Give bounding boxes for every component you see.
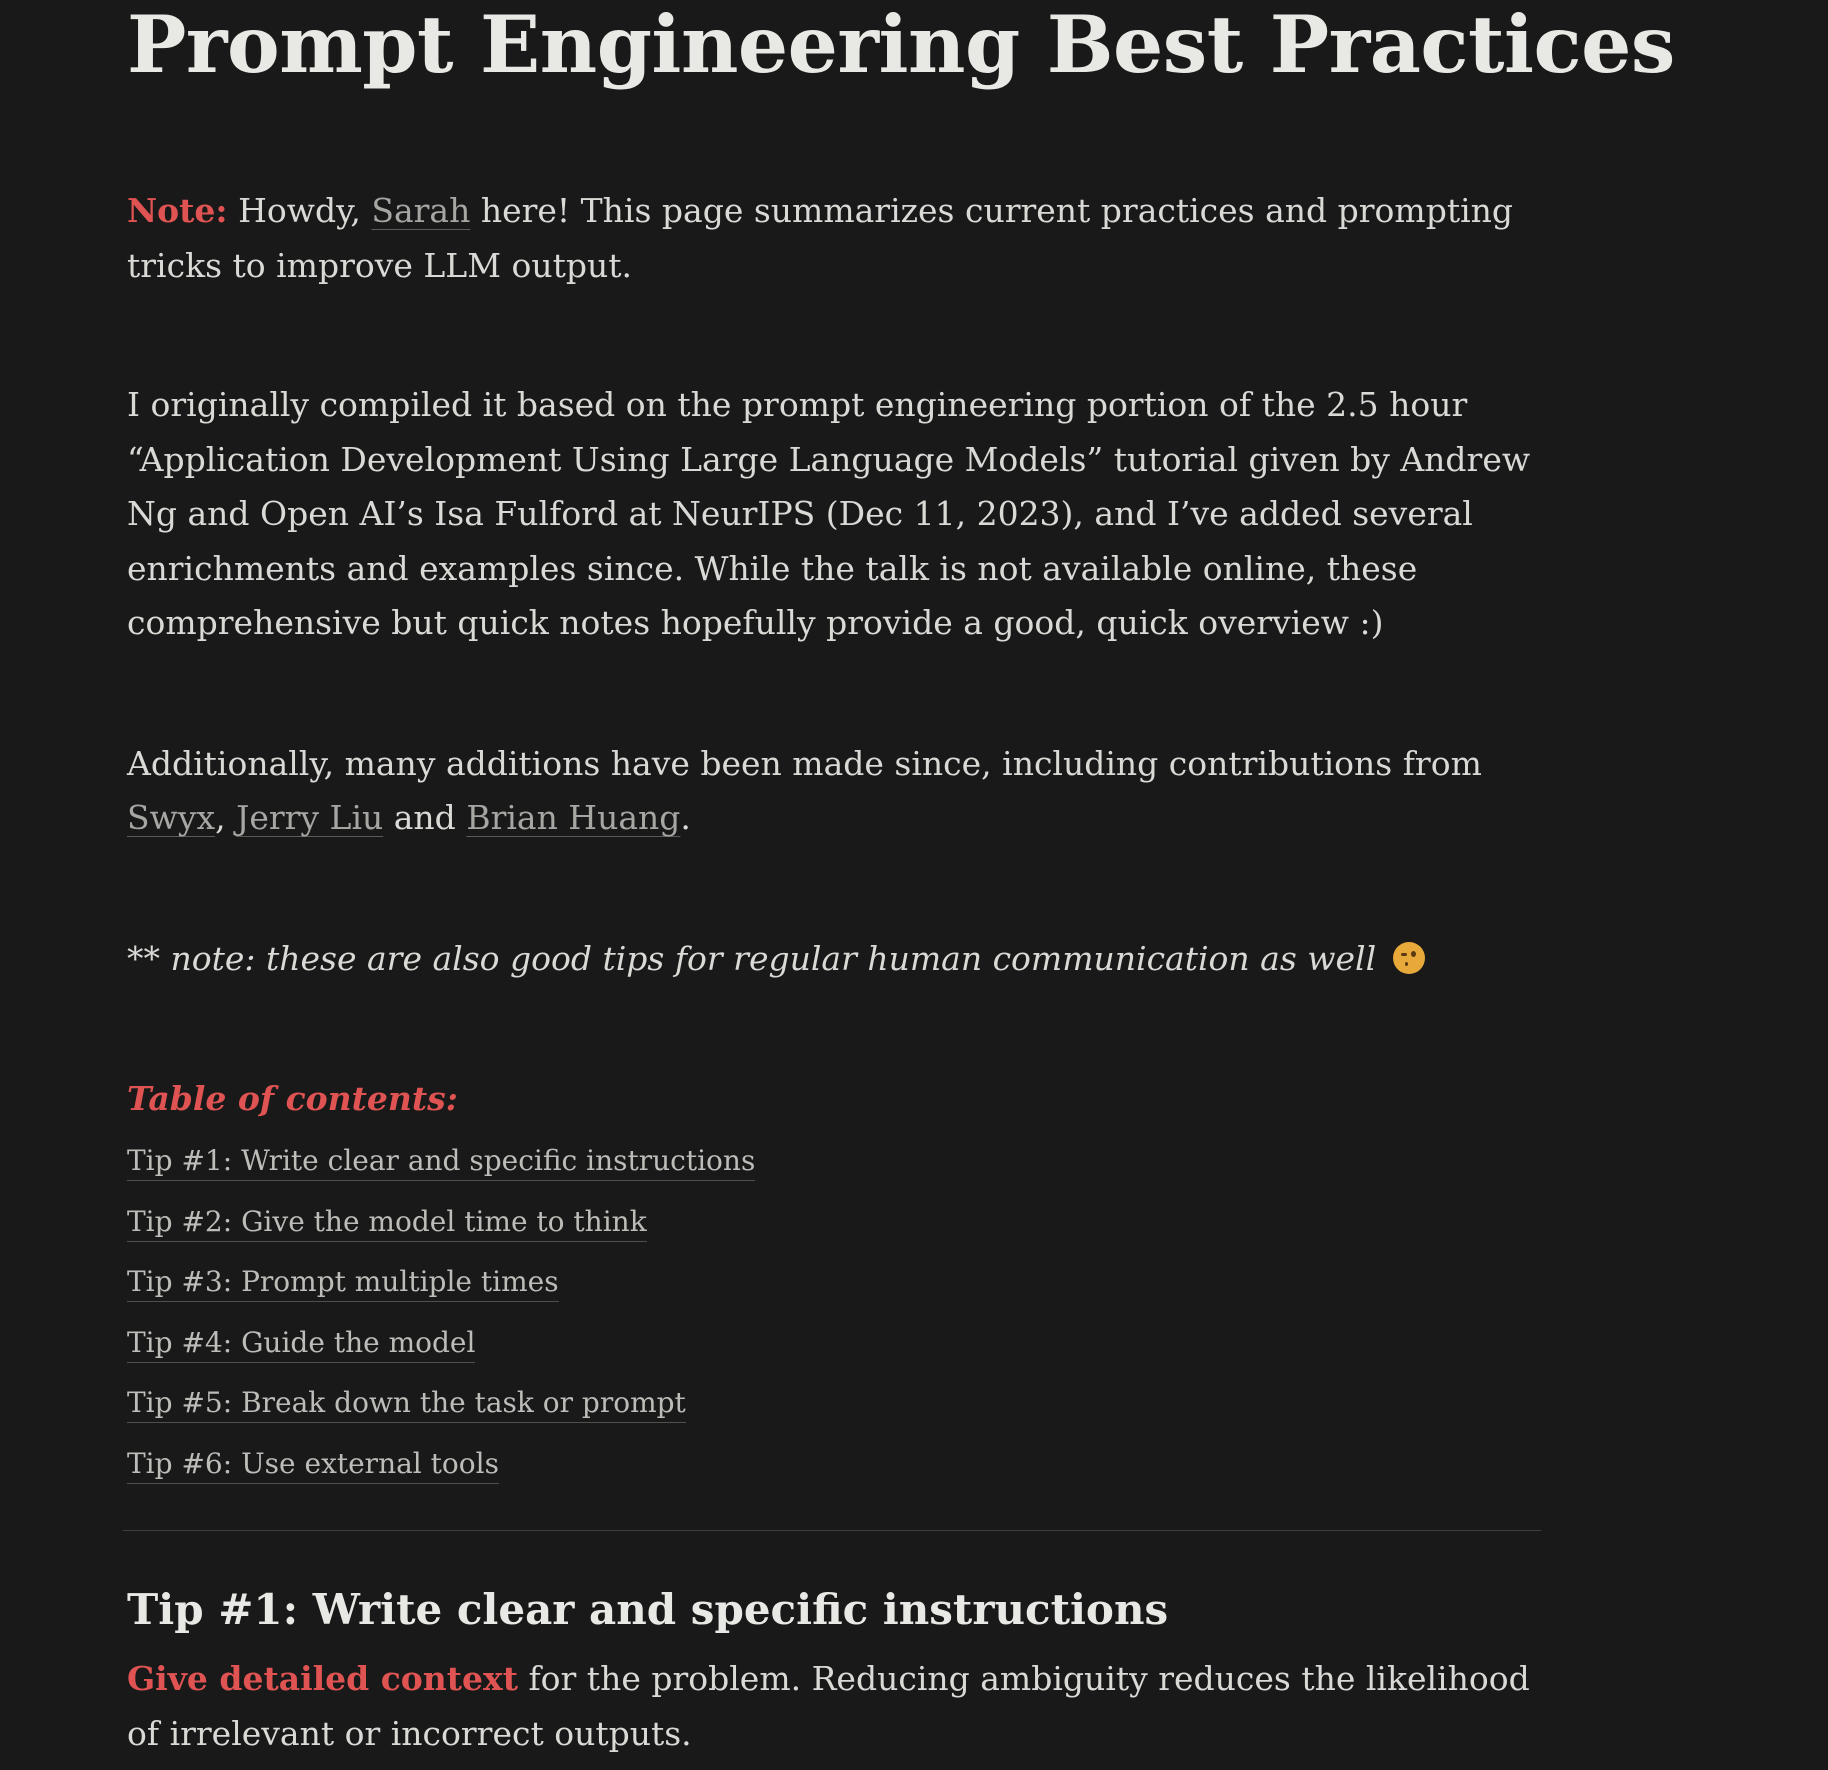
- toc-link-tip-6[interactable]: Tip #6: Use external tools: [127, 1447, 499, 1484]
- toc-item: [127, 1138, 1547, 1199]
- page-content: [127, 0, 1675, 1753]
- note-paragraph: [127, 932, 1547, 987]
- toc-link-tip-3[interactable]: Tip #3: Prompt multiple times: [127, 1265, 559, 1302]
- contributors-text: Additionally, many additions have been made since, including contributions from: [127, 743, 1482, 783]
- note-label: Note:: [127, 191, 228, 230]
- note-text: ** note: these are also good tips for regular human communication as well: [127, 938, 1377, 978]
- intro-text-after: here! This page summarizes current practices and prompting tricks to improve LLM output.: [127, 191, 1514, 285]
- toc-link-tip-4[interactable]: Tip #4: Guide the model: [127, 1326, 475, 1363]
- contributors-end: .: [680, 798, 691, 837]
- wink-emoji-icon: [1393, 942, 1425, 974]
- toc-link-tip-1[interactable]: Tip #1: Write clear and specific instructions: [127, 1144, 755, 1181]
- toc-item: [127, 1199, 1547, 1260]
- page-title: Prompt Engineering Best Practices: [127, 0, 1675, 91]
- toc-item: [127, 1380, 1547, 1441]
- intro-paragraph: [127, 184, 1547, 293]
- jerry-liu-link[interactable]: Jerry Liu: [236, 798, 384, 837]
- tip-1-body: [127, 1652, 1547, 1761]
- intro-text-before: Howdy,: [227, 191, 372, 230]
- brian-huang-link[interactable]: Brian Huang: [466, 798, 681, 837]
- contributors-separator-2: and: [383, 798, 467, 837]
- table-of-contents: [127, 1138, 1547, 1501]
- contributors-paragraph: [127, 737, 1547, 846]
- tip-1-heading: Tip #1: Write clear and specific instructions: [127, 1585, 1169, 1634]
- tip-1-highlight: Give detailed context: [127, 1659, 518, 1698]
- contributors-separator-1: ,: [215, 798, 237, 837]
- toc-item: [127, 1441, 1547, 1502]
- tip-1-body-text: for the problem. Reducing ambiguity reduces the likelihood of irrelevant or incorrect outputs.: [127, 1659, 1530, 1753]
- toc-item: [127, 1259, 1547, 1320]
- toc-link-tip-5[interactable]: Tip #5: Break down the task or prompt: [127, 1386, 686, 1423]
- swyx-link[interactable]: Swyx: [127, 798, 216, 837]
- origin-paragraph: I originally compiled it based on the prompt engineering portion of the 2.5 hour “Application Development Using Large Language Models” tutorial given by Andrew Ng and Open AI’s Isa Fulford at NeurIPS (Dec 11, 2023), and I’ve added several enrichments and examples since. While the talk is not available online, these comprehensive but quick notes hopefully provide a good, quick overview :): [127, 385, 1531, 642]
- section-divider: [123, 1530, 1541, 1531]
- sarah-link[interactable]: Sarah: [371, 191, 471, 230]
- toc-link-tip-2[interactable]: Tip #2: Give the model time to think: [127, 1205, 647, 1242]
- toc-heading: Table of contents:: [127, 1079, 458, 1118]
- toc-item: [127, 1320, 1547, 1381]
